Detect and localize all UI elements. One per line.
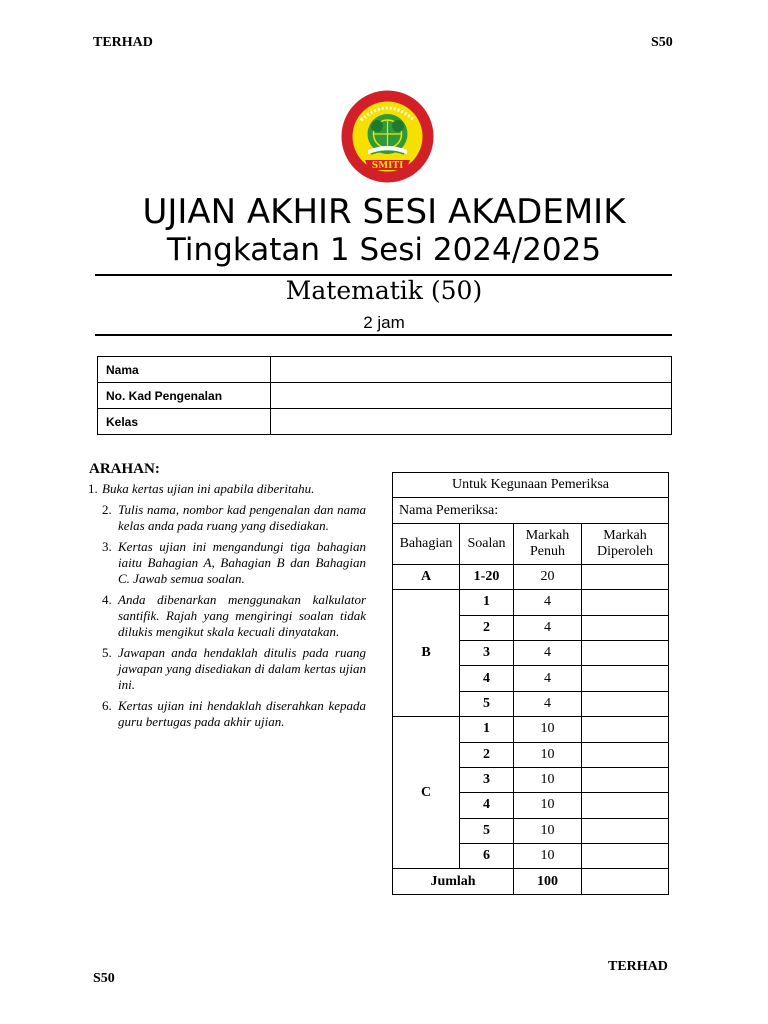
marks-obtained-cell[interactable] [582,717,669,742]
section-a-label: A [393,564,460,589]
full-marks: 10 [514,793,582,818]
full-marks: 10 [514,767,582,792]
header-paper-code: S50 [651,35,673,50]
instructions-list [88,481,366,735]
subject-name: Matematik (50) [285,276,483,305]
question-number: 3 [460,640,514,665]
question-number: 4 [460,666,514,691]
footer-classification: TERHAD [608,959,668,974]
marks-obtained-cell[interactable] [582,844,669,869]
section-c-label: C [393,717,460,869]
section-b-label: B [393,590,460,717]
marks-table-title: Untuk Kegunaan Pemeriksa [393,473,669,498]
marks-obtained-cell[interactable] [582,793,669,818]
question-number: 2 [460,742,514,767]
header-full-marks: Markah Penuh [514,523,582,564]
marks-obtained-cell[interactable] [582,767,669,792]
total-marks-obtained-cell[interactable] [582,869,669,894]
marks-obtained-cell[interactable] [582,590,669,615]
marks-obtained-cell[interactable] [582,818,669,843]
marks-obtained-cell[interactable] [582,691,669,716]
full-marks: 4 [514,666,582,691]
question-number: 1 [460,717,514,742]
full-marks: 10 [514,717,582,742]
full-marks: 4 [514,691,582,716]
instruction-item: 5. Jawapan anda hendaklah ditulis pada ruang jawapan yang disediakan di dalam kertas ujian ini. [102,645,366,692]
question-number: 4 [460,793,514,818]
instruction-item: 4. Anda dibenarkan menggunakan kalkulator santifik. Rajah yang mengiringi soalan tidak dilukis mengikut skala kecuali dinyatakan. [102,592,366,639]
full-marks: 10 [514,742,582,767]
full-marks: 4 [514,615,582,640]
ic-number-field[interactable] [271,383,672,409]
logo-label: SMITI [371,161,404,171]
ic-number-label: No. Kad Pengenalan [98,383,271,409]
question-number: 5 [460,691,514,716]
table-row [393,717,669,742]
exam-duration: 2 jam [363,313,405,332]
examiner-name-label[interactable]: Nama Pemeriksa: [393,498,669,523]
examiner-marks-table [392,472,669,895]
marks-obtained-cell[interactable] [582,742,669,767]
header-classification: TERHAD [93,35,153,50]
full-marks: 10 [514,844,582,869]
question-number: 2 [460,615,514,640]
full-marks: 10 [514,818,582,843]
name-label: Nama [98,357,271,383]
total-full-marks: 100 [514,869,582,894]
question-number: 1 [460,590,514,615]
exam-subtitle: Tingkatan 1 Sesi 2024/2025 [166,232,602,268]
table-row [393,590,669,615]
question-number: 5 [460,818,514,843]
full-marks: 4 [514,590,582,615]
header-section: Bahagian [393,523,460,564]
instruction-item: 6. Kertas ujian ini hendaklah diserahkan kepada guru bertugas pada akhir ujian. [102,698,366,729]
table-row [393,564,669,589]
marks-obtained-cell[interactable] [582,615,669,640]
title-divider-bottom [95,334,672,336]
question-number: 1-20 [460,564,514,589]
instruction-item: 1. Buka kertas ujian ini apabila diberitahu. [88,481,315,496]
total-row [393,869,669,894]
instruction-item: 2. Tulis nama, nombor kad pengenalan dan nama kelas anda pada ruang yang disediakan. [102,502,366,533]
question-number: 3 [460,767,514,792]
marks-obtained-cell[interactable] [582,666,669,691]
total-label: Jumlah [393,869,514,894]
question-number: 6 [460,844,514,869]
instruction-item: 3. Kertas ujian ini mengandungi tiga bahagian iaitu Bahagian A, Bahagian B dan Bahagian C. Jawab semua soalan. [102,539,366,586]
name-field[interactable] [271,357,672,383]
student-info-table [97,356,672,435]
school-logo [341,90,434,183]
footer-paper-code: S50 [93,971,115,986]
exam-title: UJIAN AKHIR SESI AKADEMIK [142,192,626,232]
marks-obtained-cell[interactable] [582,564,669,589]
header-marks-obtained: Markah Diperoleh [582,523,669,564]
full-marks: 20 [514,564,582,589]
header-question: Soalan [460,523,514,564]
class-label: Kelas [98,409,271,435]
class-field[interactable] [271,409,672,435]
instructions-title: ARAHAN: [89,461,160,477]
marks-obtained-cell[interactable] [582,640,669,665]
full-marks: 4 [514,640,582,665]
